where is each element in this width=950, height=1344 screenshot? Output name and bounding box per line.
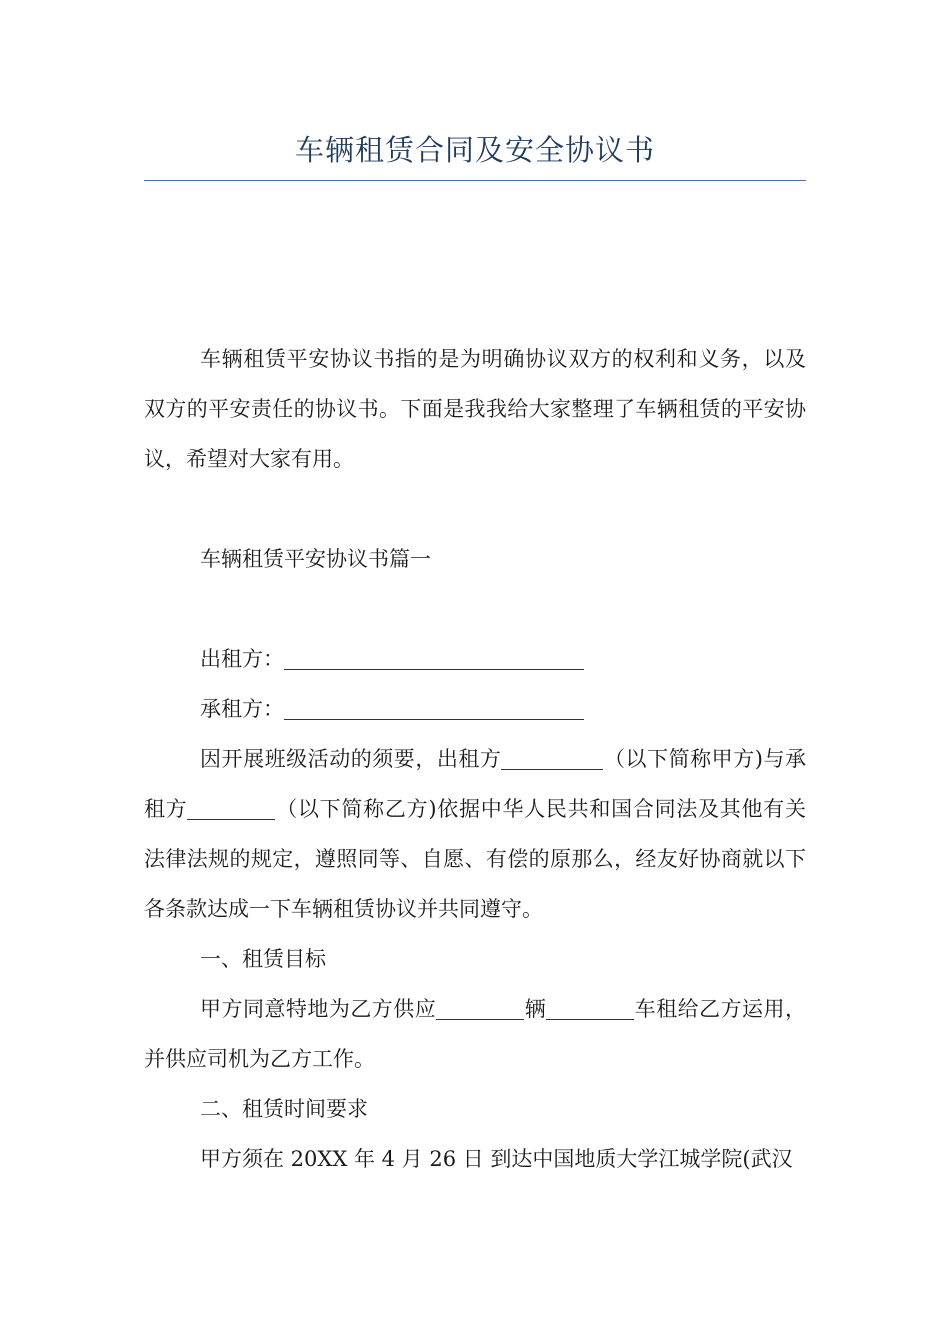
section-heading: 车辆租赁平安协议书篇一: [200, 547, 431, 571]
intro-line-3: 平安协议，希望对大家有用。: [144, 397, 806, 471]
section-2-paragraph: 甲方须在 20XX 年 4 月 26 日 到达中国地质大学江城学院(武汉: [200, 1147, 793, 1171]
lessor-line: [144, 634, 806, 684]
lessor-name-blank: [501, 747, 603, 770]
document-title: 车辆租赁合同及安全协议书: [294, 133, 655, 167]
intro-paragraph: [144, 334, 806, 484]
vehicle-type-blank: [546, 997, 634, 1020]
clause-text-d: （以下简称乙方)依据中华人民共和国合同法及其他: [275, 797, 764, 821]
lessee-line: [144, 684, 806, 734]
section-1-text-c: 车租给乙方运用，: [634, 997, 807, 1021]
section-1-text-d: 并供应司机为乙方工作。: [144, 1047, 375, 1071]
section-1-text-b: 辆: [524, 997, 547, 1021]
intro-line-1: 车辆租赁平安协议书指的是为明确协议双方的权利和义务，以: [200, 347, 785, 371]
section-2-title: 二、租赁时间要求: [200, 1097, 368, 1121]
clause-paragraph: [144, 734, 806, 934]
lessor-label: 出租方：: [200, 647, 284, 671]
title-underline: [144, 180, 806, 181]
document-body: [144, 334, 806, 1184]
intro-line-2: 及双方的平安责任的协议书。下面是我我给大家整理了车辆租赁的: [144, 347, 806, 421]
lessee-name-blank: [187, 797, 275, 820]
clause-text-c: 承租方: [144, 747, 806, 821]
lessee-label: 承租方：: [200, 697, 284, 721]
section-1-text-a: 甲方同意特地为乙方供应: [200, 997, 437, 1021]
lessor-blank: [284, 647, 584, 670]
vehicle-count-blank: [436, 997, 524, 1020]
clause-text-f: 商就以下各条款达成一下车辆租赁协议并共同遵守。: [144, 847, 807, 921]
clause-text-a: 因开展班级活动的须要，出租方: [200, 747, 502, 771]
clause-text-e: 有关法律法规的规定，遵照同等、自愿、有偿的原那么，经友好协: [144, 797, 806, 871]
section-1-title: 一、租赁目标: [200, 947, 326, 971]
clause-text-b: （以下简称甲方)与: [603, 747, 785, 771]
lessee-blank: [284, 697, 584, 720]
section-1-paragraph: [144, 984, 806, 1084]
